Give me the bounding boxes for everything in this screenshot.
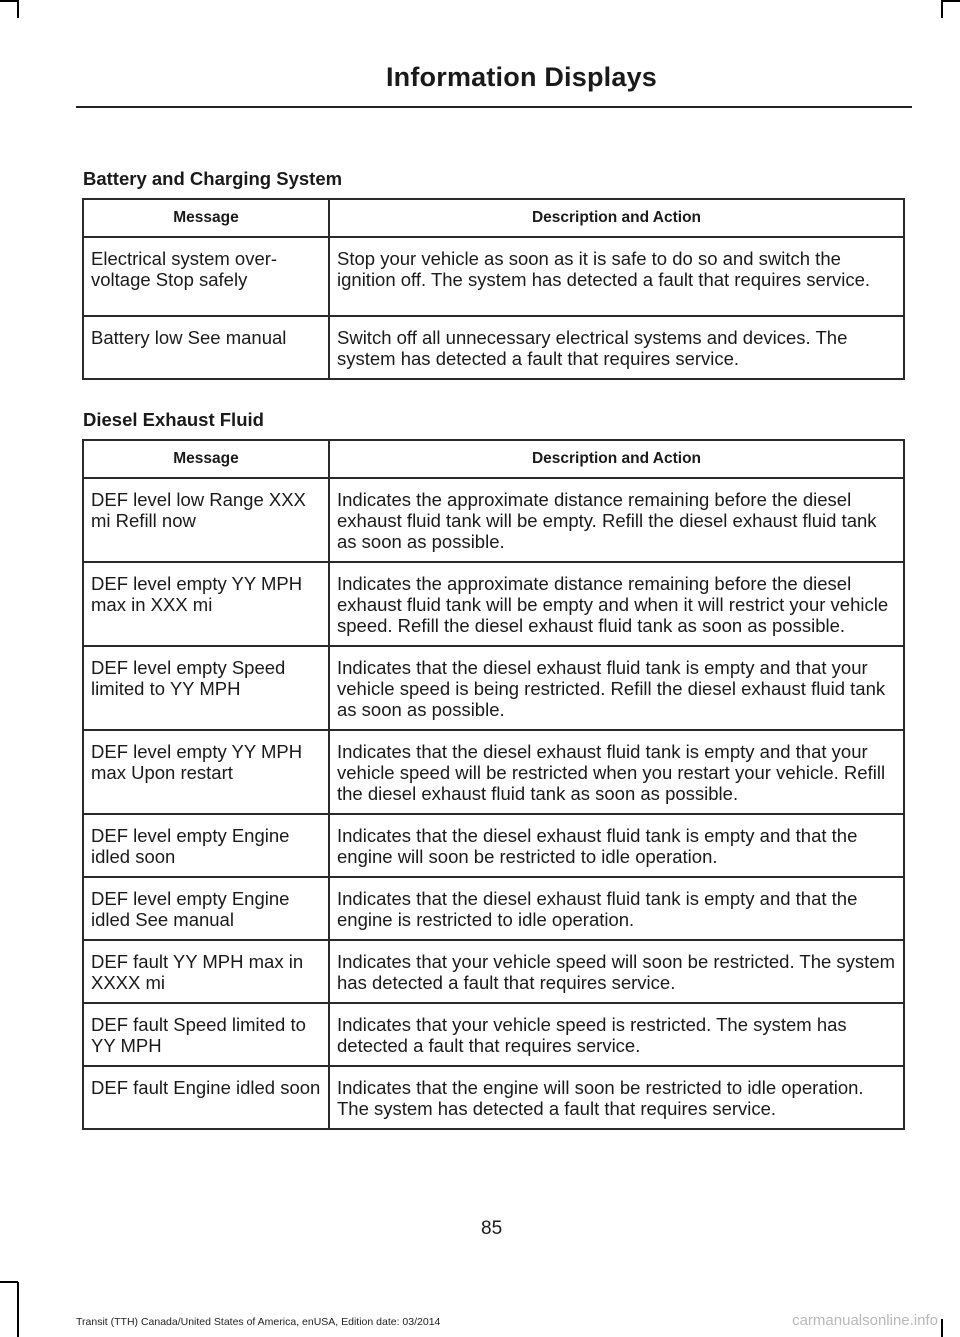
table-row	[83, 316, 904, 379]
watermark: carmanualsonline.info	[792, 1312, 938, 1329]
table-header-row	[83, 199, 904, 237]
crop-mark	[17, 0, 19, 18]
description-cell: Indicates the approximate distance remaining before the diesel exhaust fluid tank will be empty. Refill the diesel exhaust fluid tank as soon as possible.	[329, 478, 904, 562]
description-cell: Indicates that the diesel exhaust fluid tank is empty and that the engine is restricted to idle operation.	[329, 877, 904, 940]
message-cell: Electrical system over-voltage Stop safely	[83, 237, 329, 316]
message-cell: Battery low See manual	[83, 316, 329, 379]
crop-mark	[0, 0, 18, 2]
message-cell: DEF level empty Engine idled soon	[83, 814, 329, 877]
description-cell: Indicates the approximate distance remaining before the diesel exhaust fluid tank will be empty and when it will restrict your vehicle speed. Refill the diesel exhaust fluid tank as soon as possible.	[329, 562, 904, 646]
message-cell: DEF level empty YY MPH max in XXX mi	[83, 562, 329, 646]
column-header-description: Description and Action	[329, 440, 904, 478]
table-row	[83, 730, 904, 814]
description-cell: Indicates that the diesel exhaust fluid tank is empty and that the engine will soon be restricted to idle operation.	[329, 814, 904, 877]
crop-mark	[0, 1281, 18, 1283]
column-header-message: Message	[83, 440, 329, 478]
description-cell: Indicates that your vehicle speed is restricted. The system has detected a fault that requires service.	[329, 1003, 904, 1066]
description-cell: Indicates that the diesel exhaust fluid tank is empty and that your vehicle speed is being restricted. Refill the diesel exhaust fluid tank as soon as possible.	[329, 646, 904, 730]
message-cell: DEF level empty Speed limited to YY MPH	[83, 646, 329, 730]
message-cell: DEF level empty YY MPH max Upon restart	[83, 730, 329, 814]
page-header-title: Information Displays	[385, 62, 657, 92]
table-row	[83, 940, 904, 1003]
def-message-table	[82, 439, 905, 1130]
description-cell: Indicates that the diesel exhaust fluid tank is empty and that your vehicle speed will be restricted when you restart your vehicle. Refill the diesel exhaust fluid tank as soon as possible.	[329, 730, 904, 814]
header-divider	[76, 106, 912, 108]
message-cell: DEF fault Engine idled soon	[83, 1066, 329, 1129]
description-cell: Indicates that your vehicle speed will soon be restricted. The system has detected a fault that requires service.	[329, 940, 904, 1003]
crop-mark	[941, 0, 943, 18]
column-header-message: Message	[83, 199, 329, 237]
message-cell: DEF level low Range XXX mi Refill now	[83, 478, 329, 562]
section-title-def: Diesel Exhaust Fluid	[83, 409, 264, 430]
description-cell: Indicates that the engine will soon be restricted to idle operation. The system has detected a fault that requires service.	[329, 1066, 904, 1129]
message-cell: DEF fault YY MPH max in XXXX mi	[83, 940, 329, 1003]
table-row	[83, 1066, 904, 1129]
table-header-row	[83, 440, 904, 478]
crop-mark	[941, 1319, 943, 1337]
table-row	[83, 646, 904, 730]
page-number: 85	[481, 1218, 503, 1239]
section-title-battery: Battery and Charging System	[83, 168, 343, 189]
description-cell: Stop your vehicle as soon as it is safe to do so and switch the ignition off. The system has detected a fault that requires service.	[329, 237, 904, 316]
table-row	[83, 1003, 904, 1066]
battery-message-table	[82, 198, 905, 380]
table-row	[83, 478, 904, 562]
table-row	[83, 562, 904, 646]
description-cell: Switch off all unnecessary electrical systems and devices. The system has detected a fault that requires service.	[329, 316, 904, 379]
table-row	[83, 237, 904, 316]
column-header-description: Description and Action	[329, 199, 904, 237]
crop-mark	[942, 0, 960, 2]
footer-edition-text: Transit (TTH) Canada/United States of America, enUSA, Edition date: 03/2014	[76, 1316, 441, 1328]
table-row	[83, 877, 904, 940]
message-cell: DEF level empty Engine idled See manual	[83, 877, 329, 940]
crop-mark	[17, 1282, 19, 1337]
message-cell: DEF fault Speed limited to YY MPH	[83, 1003, 329, 1066]
table-row	[83, 814, 904, 877]
